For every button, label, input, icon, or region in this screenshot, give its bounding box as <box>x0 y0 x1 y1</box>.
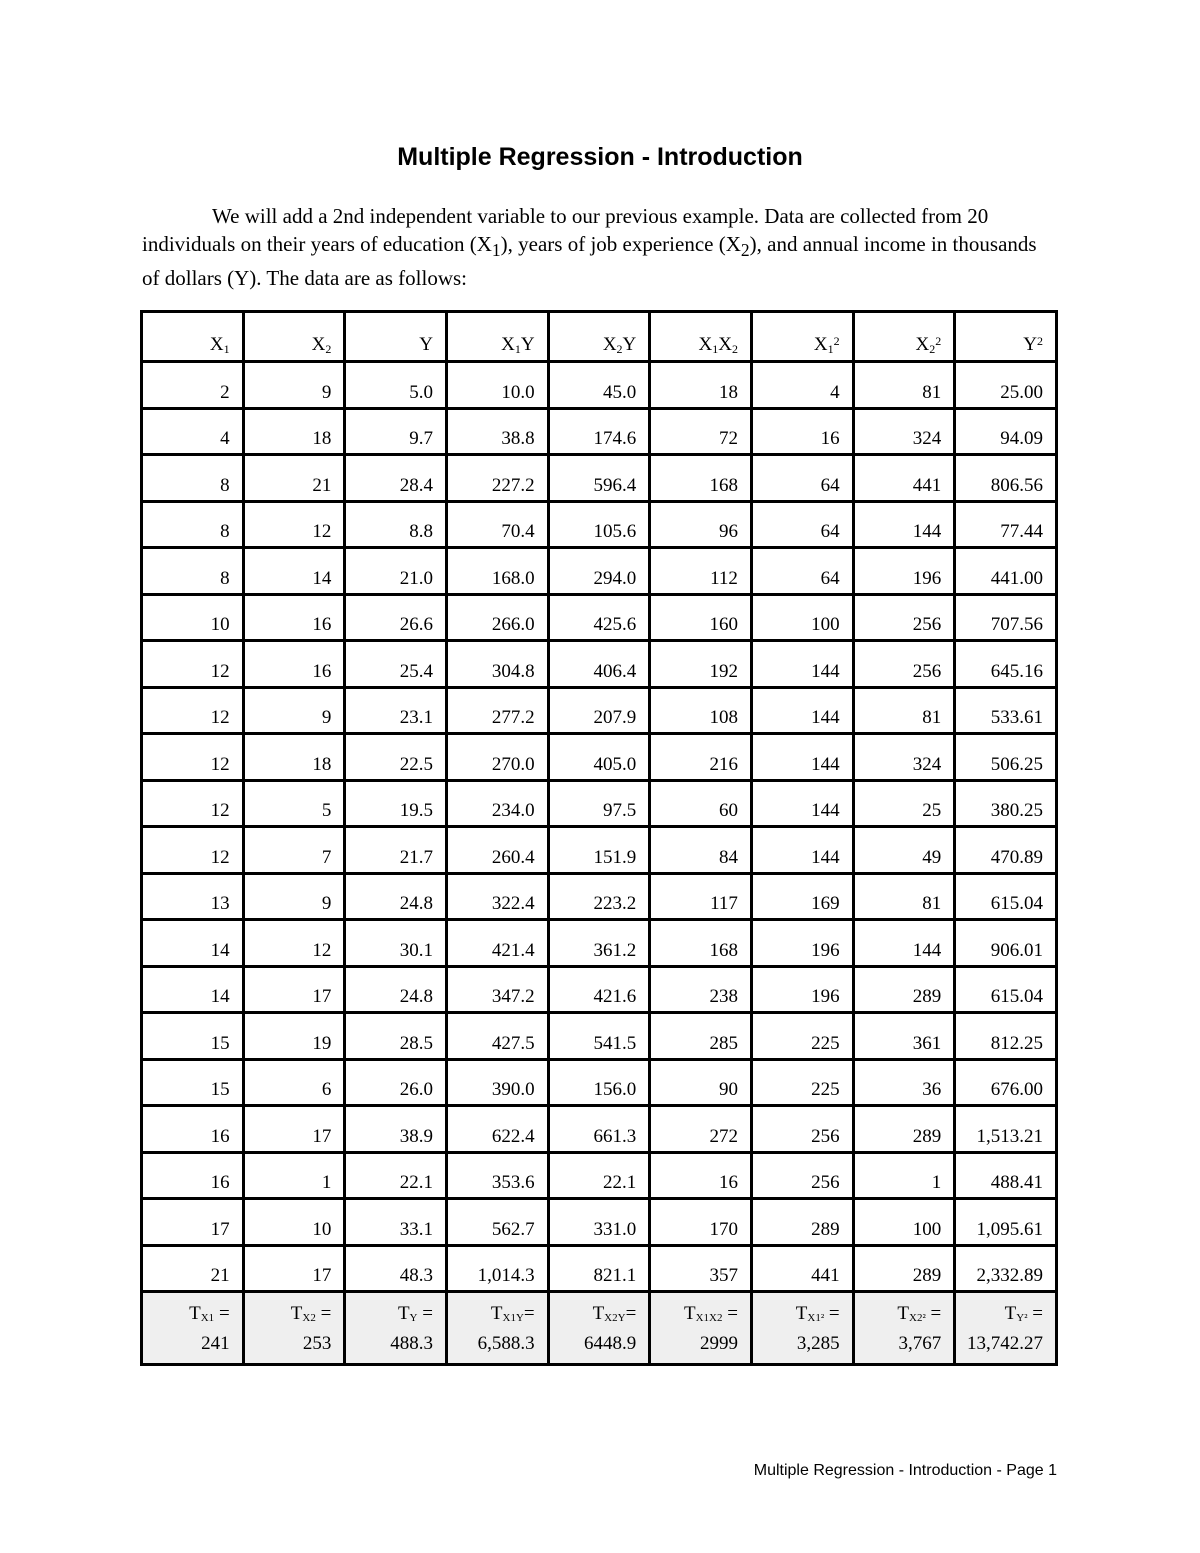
table-cell: 64 <box>751 548 853 595</box>
table-cell: 17 <box>243 1245 345 1292</box>
table-cell: 361.2 <box>548 920 650 967</box>
table-cell: 441 <box>853 455 955 502</box>
total-cell <box>446 1292 548 1365</box>
table-cell: 9.7 <box>345 408 447 455</box>
table-cell: 223.2 <box>548 873 650 920</box>
table-row <box>142 594 1057 641</box>
table-cell: 421.4 <box>446 920 548 967</box>
total-symbol: $T_{X1X2}$ = <box>683 1302 738 1324</box>
table-row <box>142 920 1057 967</box>
table-cell: 168.0 <box>446 548 548 595</box>
column-header: Y <box>345 312 447 362</box>
table-cell: 25.4 <box>345 641 447 688</box>
total-symbol: $T_{X2Y}=$ <box>592 1302 637 1324</box>
table-cell: 256 <box>853 641 955 688</box>
table-cell: 24.8 <box>345 873 447 920</box>
table-cell: 347.2 <box>446 966 548 1013</box>
table-row <box>142 408 1057 455</box>
table-cell: 562.7 <box>446 1199 548 1246</box>
table-cell: 25.00 <box>955 362 1057 409</box>
table-cell: 21 <box>243 455 345 502</box>
table-cell: 144 <box>853 920 955 967</box>
table-cell: 64 <box>751 455 853 502</box>
table-cell: 15 <box>142 1013 244 1060</box>
table-cell: 28.5 <box>345 1013 447 1060</box>
table-cell: 160 <box>650 594 752 641</box>
table-cell: 94.09 <box>955 408 1057 455</box>
table-row <box>142 1059 1057 1106</box>
table-cell: 266.0 <box>446 594 548 641</box>
table-cell: 151.9 <box>548 827 650 874</box>
table-cell: 72 <box>650 408 752 455</box>
table-cell: 7 <box>243 827 345 874</box>
table-cell: 533.61 <box>955 687 1057 734</box>
table-cell: 806.56 <box>955 455 1057 502</box>
total-symbol: $T_{Y^2}$ = <box>1004 1302 1043 1324</box>
table-cell: 169 <box>751 873 853 920</box>
total-symbol: $T_{X2}$ = <box>290 1302 332 1324</box>
table-cell: 6 <box>243 1059 345 1106</box>
table-cell: 1,095.61 <box>955 1199 1057 1246</box>
table-cell: 168 <box>650 455 752 502</box>
total-cell <box>955 1292 1057 1365</box>
table-cell: 144 <box>751 827 853 874</box>
table-cell: 812.25 <box>955 1013 1057 1060</box>
table-cell: 23.1 <box>345 687 447 734</box>
table-cell: 96 <box>650 501 752 548</box>
table-cell: 289 <box>853 966 955 1013</box>
table-cell: 1,513.21 <box>955 1106 1057 1153</box>
total-symbol: $T_{X1^2}$ = <box>795 1302 840 1324</box>
table-cell: 10 <box>243 1199 345 1246</box>
table-cell: 256 <box>751 1106 853 1153</box>
table-cell: 9 <box>243 873 345 920</box>
table-cell: 19 <box>243 1013 345 1060</box>
column-header: $X_1Y$ <box>446 312 548 362</box>
table-cell: 17 <box>243 1106 345 1153</box>
total-value: 6,588.3 <box>477 1332 535 1354</box>
table-cell: 144 <box>751 641 853 688</box>
table-cell: 12 <box>243 501 345 548</box>
table-cell: 36 <box>853 1059 955 1106</box>
table-cell: 289 <box>751 1199 853 1246</box>
table-cell: 324 <box>853 408 955 455</box>
table-cell: 12 <box>142 780 244 827</box>
table-cell: 81 <box>853 873 955 920</box>
totals-row <box>142 1292 1057 1365</box>
table-cell: 38.9 <box>345 1106 447 1153</box>
total-cell <box>345 1292 447 1365</box>
table-cell: 294.0 <box>548 548 650 595</box>
column-header: $X_2Y$ <box>548 312 650 362</box>
total-value: 488.3 <box>390 1332 433 1354</box>
total-value: 241 <box>201 1332 230 1354</box>
table-cell: 17 <box>142 1199 244 1246</box>
table-header-row <box>142 312 1057 362</box>
table-cell: 225 <box>751 1013 853 1060</box>
table-cell: 81 <box>853 687 955 734</box>
table-cell: 1 <box>243 1152 345 1199</box>
table-cell: 13 <box>142 873 244 920</box>
table-cell: 541.5 <box>548 1013 650 1060</box>
table-cell: 49 <box>853 827 955 874</box>
table-cell: 421.6 <box>548 966 650 1013</box>
table-cell: 170 <box>650 1199 752 1246</box>
table-cell: 14 <box>142 920 244 967</box>
table-cell: 168 <box>650 920 752 967</box>
table-row <box>142 641 1057 688</box>
table-cell: 661.3 <box>548 1106 650 1153</box>
total-symbol: $T_{X2^2}$ = <box>897 1302 942 1324</box>
table-cell: 1,014.3 <box>446 1245 548 1292</box>
table-cell: 15 <box>142 1059 244 1106</box>
page-footer: Multiple Regression - Introduction - Page 1 <box>753 1462 1057 1479</box>
table-row <box>142 1106 1057 1153</box>
table-cell: 380.25 <box>955 780 1057 827</box>
table-cell: 77.44 <box>955 501 1057 548</box>
table-cell: 4 <box>751 362 853 409</box>
total-cell <box>650 1292 752 1365</box>
table-cell: 227.2 <box>446 455 548 502</box>
total-value: 13,742.27 <box>967 1332 1043 1354</box>
table-cell: 8 <box>142 455 244 502</box>
table-cell: 270.0 <box>446 734 548 781</box>
table-cell: 331.0 <box>548 1199 650 1246</box>
table-cell: 105.6 <box>548 501 650 548</box>
table-cell: 108 <box>650 687 752 734</box>
table-cell: 16 <box>751 408 853 455</box>
table-row <box>142 734 1057 781</box>
table-cell: 390.0 <box>446 1059 548 1106</box>
table-cell: 1 <box>853 1152 955 1199</box>
table-cell: 25 <box>853 780 955 827</box>
table-cell: 8.8 <box>345 501 447 548</box>
table-cell: 10 <box>142 594 244 641</box>
table-row <box>142 362 1057 409</box>
table-cell: 506.25 <box>955 734 1057 781</box>
table-cell: 304.8 <box>446 641 548 688</box>
table-cell: 14 <box>243 548 345 595</box>
column-header: $X_1$ <box>142 312 244 362</box>
table-cell: 596.4 <box>548 455 650 502</box>
table-cell: 100 <box>853 1199 955 1246</box>
table-cell: 16 <box>142 1152 244 1199</box>
table-cell: 707.56 <box>955 594 1057 641</box>
table-row <box>142 1199 1057 1246</box>
total-symbol: $T_{X1Y}=$ <box>490 1302 535 1324</box>
table-cell: 441.00 <box>955 548 1057 595</box>
table-cell: 12 <box>243 920 345 967</box>
table-cell: 22.1 <box>345 1152 447 1199</box>
table-cell: 70.4 <box>446 501 548 548</box>
table-row <box>142 501 1057 548</box>
table-cell: 207.9 <box>548 687 650 734</box>
table-cell: 21.7 <box>345 827 447 874</box>
intro-paragraph: We will add a 2nd independent variable to our previous example. Data are collected from 20 individuals on their years of education $(X_1)$, years of job experience $(X_2)$, and annual income in thousands of dollars (Y). The data are as follows: <box>142 204 1037 291</box>
table-cell: 22.5 <box>345 734 447 781</box>
table-cell: 488.41 <box>955 1152 1057 1199</box>
table-row <box>142 1013 1057 1060</box>
table-cell: 2,332.89 <box>955 1245 1057 1292</box>
table-cell: 5.0 <box>345 362 447 409</box>
table-cell: 60 <box>650 780 752 827</box>
table-cell: 16 <box>142 1106 244 1153</box>
total-cell <box>751 1292 853 1365</box>
table-cell: 21.0 <box>345 548 447 595</box>
table-cell: 48.3 <box>345 1245 447 1292</box>
total-value: 6448.9 <box>584 1332 637 1354</box>
table-cell: 272 <box>650 1106 752 1153</box>
table-cell: 45.0 <box>548 362 650 409</box>
table-cell: 196 <box>853 548 955 595</box>
table-cell: 4 <box>142 408 244 455</box>
table-cell: 256 <box>751 1152 853 1199</box>
table-cell: 144 <box>853 501 955 548</box>
table-cell: 2 <box>142 362 244 409</box>
table-cell: 196 <box>751 966 853 1013</box>
table-cell: 906.01 <box>955 920 1057 967</box>
table-cell: 21 <box>142 1245 244 1292</box>
table-cell: 17 <box>243 966 345 1013</box>
table-cell: 9 <box>243 687 345 734</box>
table-cell: 16 <box>650 1152 752 1199</box>
table-cell: 8 <box>142 548 244 595</box>
table-cell: 144 <box>751 734 853 781</box>
table-cell: 260.4 <box>446 827 548 874</box>
total-value: 253 <box>302 1332 332 1354</box>
table-cell: 322.4 <box>446 873 548 920</box>
table-cell: 406.4 <box>548 641 650 688</box>
table-cell: 615.04 <box>955 966 1057 1013</box>
table-cell: 427.5 <box>446 1013 548 1060</box>
table-row <box>142 873 1057 920</box>
table-cell: 18 <box>650 362 752 409</box>
table-cell: 234.0 <box>446 780 548 827</box>
table-row <box>142 687 1057 734</box>
table-cell: 441 <box>751 1245 853 1292</box>
table-cell: 289 <box>853 1106 955 1153</box>
table-cell: 26.0 <box>345 1059 447 1106</box>
table-cell: 19.5 <box>345 780 447 827</box>
total-cell <box>548 1292 650 1365</box>
table-cell: 676.00 <box>955 1059 1057 1106</box>
total-symbol: $T_Y$ = <box>397 1302 433 1324</box>
column-header: $X_1X_2$ <box>650 312 752 362</box>
table-cell: 117 <box>650 873 752 920</box>
table-cell: 14 <box>142 966 244 1013</box>
table-cell: 12 <box>142 641 244 688</box>
total-cell <box>853 1292 955 1365</box>
table-cell: 97.5 <box>548 780 650 827</box>
table-cell: 38.8 <box>446 408 548 455</box>
table-cell: 12 <box>142 827 244 874</box>
table-cell: 90 <box>650 1059 752 1106</box>
table-cell: 5 <box>243 780 345 827</box>
table-cell: 615.04 <box>955 873 1057 920</box>
table-row <box>142 1152 1057 1199</box>
table-cell: 144 <box>751 687 853 734</box>
table-cell: 821.1 <box>548 1245 650 1292</box>
page-title: Multiple Regression - Introduction <box>397 143 803 171</box>
table-cell: 277.2 <box>446 687 548 734</box>
column-header: $X_2^2$ <box>853 312 955 362</box>
total-cell <box>142 1292 244 1365</box>
table-row <box>142 780 1057 827</box>
table-cell: 84 <box>650 827 752 874</box>
table-cell: 26.6 <box>345 594 447 641</box>
table-cell: 64 <box>751 501 853 548</box>
regression-data-table <box>140 310 1058 1366</box>
table-cell: 285 <box>650 1013 752 1060</box>
table-cell: 12 <box>142 687 244 734</box>
column-header: $X_2$ <box>243 312 345 362</box>
table-row <box>142 1245 1057 1292</box>
table-cell: 81 <box>853 362 955 409</box>
total-value: 3,285 <box>796 1332 840 1354</box>
table-cell: 425.6 <box>548 594 650 641</box>
table-cell: 24.8 <box>345 966 447 1013</box>
table-cell: 196 <box>751 920 853 967</box>
table-row <box>142 548 1057 595</box>
table-row <box>142 966 1057 1013</box>
table-cell: 289 <box>853 1245 955 1292</box>
table-cell: 192 <box>650 641 752 688</box>
table-cell: 112 <box>650 548 752 595</box>
table-cell: 216 <box>650 734 752 781</box>
table-cell: 238 <box>650 966 752 1013</box>
table-cell: 12 <box>142 734 244 781</box>
table-cell: 100 <box>751 594 853 641</box>
table-cell: 18 <box>243 408 345 455</box>
table-cell: 645.16 <box>955 641 1057 688</box>
table-cell: 156.0 <box>548 1059 650 1106</box>
total-symbol: $T_{X1}$ = <box>189 1302 230 1324</box>
table-cell: 10.0 <box>446 362 548 409</box>
total-cell <box>243 1292 345 1365</box>
table-cell: 144 <box>751 780 853 827</box>
table-row <box>142 455 1057 502</box>
table-cell: 470.89 <box>955 827 1057 874</box>
table-row <box>142 827 1057 874</box>
table-cell: 361 <box>853 1013 955 1060</box>
table-cell: 18 <box>243 734 345 781</box>
table-cell: 30.1 <box>345 920 447 967</box>
table-cell: 405.0 <box>548 734 650 781</box>
table-cell: 28.4 <box>345 455 447 502</box>
table-cell: 16 <box>243 594 345 641</box>
table-cell: 16 <box>243 641 345 688</box>
table-cell: 353.6 <box>446 1152 548 1199</box>
table-cell: 33.1 <box>345 1199 447 1246</box>
table-cell: 357 <box>650 1245 752 1292</box>
table-cell: 622.4 <box>446 1106 548 1153</box>
table-cell: 8 <box>142 501 244 548</box>
total-value: 3,767 <box>898 1332 942 1354</box>
total-value: 2999 <box>699 1332 738 1354</box>
table-cell: 225 <box>751 1059 853 1106</box>
table-cell: 256 <box>853 594 955 641</box>
table-cell: 174.6 <box>548 408 650 455</box>
table-cell: 324 <box>853 734 955 781</box>
table-cell: 9 <box>243 362 345 409</box>
column-header: $Y^2$ <box>955 312 1057 362</box>
column-header: $X_1^2$ <box>751 312 853 362</box>
table-cell: 22.1 <box>548 1152 650 1199</box>
